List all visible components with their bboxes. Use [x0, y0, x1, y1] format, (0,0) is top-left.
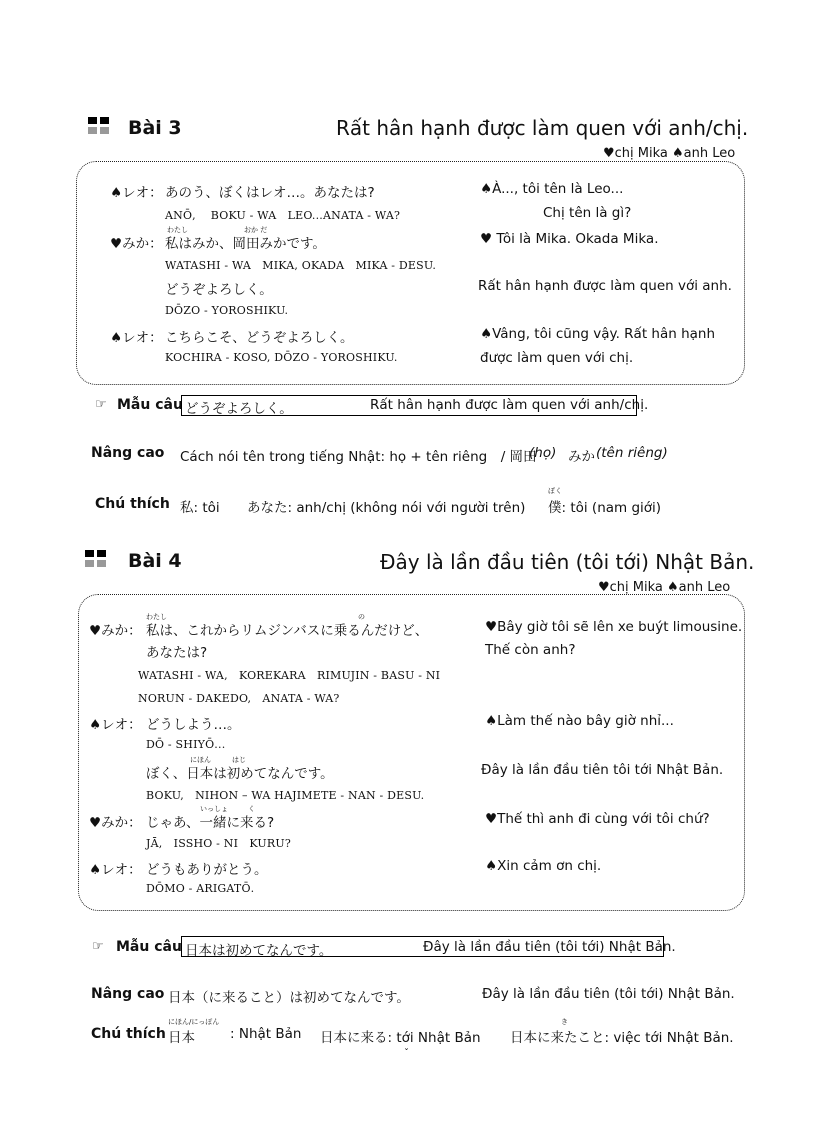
page-mark: ˇ: [404, 1048, 409, 1059]
advanced-label: Nâng cao: [91, 445, 165, 461]
japanese-line: こちらこそ、どうぞよろしく。: [165, 330, 354, 346]
romaji-line: DŌ - SHIYŌ...: [146, 738, 226, 751]
japanese-line: あのう、ぼくはレオ…。あなたは?: [165, 185, 375, 201]
romaji-line: ANŌ, BOKU - WA LEO...ANATA - WA?: [165, 209, 401, 222]
furigana: ぼく: [548, 487, 562, 495]
pointing-hand-icon: ☞: [95, 397, 107, 412]
note-item: : Nhật Bản: [230, 1026, 302, 1042]
vietnamese-line: ♥Bây giờ tôi sẽ lên xe buýt limousine.: [485, 619, 743, 635]
vietnamese-line: được làm quen với chị.: [480, 350, 634, 366]
pattern-label: Mẫu câu: [117, 397, 183, 413]
lesson-icon: [85, 550, 107, 568]
vietnamese-line: ♥ Tôi là Mika. Okada Mika.: [480, 231, 659, 247]
lesson-number: Bài 4: [128, 550, 182, 572]
notes-label: Chú thích: [95, 496, 170, 512]
japanese-line: どうもありがとう。: [146, 862, 268, 878]
vietnamese-line: Chị tên là gì?: [543, 205, 632, 221]
furigana: く: [248, 805, 255, 813]
advanced-mika: みか: [568, 449, 595, 465]
speaker: ♠レオ：: [89, 862, 142, 878]
romaji-line: WATASHI - WA MIKA, OKADA MIKA - DESU.: [165, 259, 437, 272]
japanese-line: どうぞよろしく。: [165, 282, 273, 298]
japanese-line: どうしよう…。: [146, 717, 241, 733]
note-item: 日本に来る: tới Nhật Bản: [320, 1030, 481, 1046]
note-item: 日本: [168, 1030, 195, 1046]
japanese-line: じゃあ、一緒に来る?: [146, 815, 275, 831]
vietnamese-line: Rất hân hạnh được làm quen với anh.: [478, 278, 732, 294]
pattern-japanese: 日本は初めてなんです。: [185, 943, 333, 959]
vietnamese-line: Đây là lần đầu tiên tôi tới Nhật Bản.: [481, 762, 724, 778]
advanced-japanese: 日本（に来ること）は初めてなんです。: [168, 990, 410, 1006]
note-item: 僕: tôi (nam giới): [548, 500, 662, 516]
lesson-number: Bài 3: [128, 117, 182, 139]
advanced-ho: (họ): [529, 445, 557, 461]
furigana: おか だ: [244, 226, 268, 234]
romaji-line: DŌZO - YOROSHIKU.: [165, 304, 289, 317]
romaji-line: KOCHIRA - KOSO, DŌZO - YOROSHIKU.: [165, 351, 398, 364]
characters-legend: ♥chị Mika ♠anh Leo: [603, 146, 736, 161]
pattern-vietnamese: Đây là lần đầu tiên (tôi tới) Nhật Bản.: [423, 939, 676, 955]
speaker: ♠レオ：: [110, 185, 163, 201]
note-item: 日本に来たこと: việc tới Nhật Bản.: [510, 1030, 734, 1046]
romaji-line: BOKU, NIHON – WA HAJIMETE - NAN - DESU.: [146, 789, 425, 802]
japanese-line: 私は、これからリムジンバスに乗るんだけど、: [146, 623, 429, 639]
furigana: わたし: [167, 226, 188, 234]
furigana: き: [561, 1018, 568, 1026]
speaker: ♠レオ：: [110, 330, 163, 346]
vietnamese-line: ♠Làm thế nào bây giờ nhỉ...: [485, 713, 674, 729]
japanese-line: あなたは?: [146, 645, 208, 661]
pattern-japanese: どうぞよろしく。: [185, 401, 293, 417]
vietnamese-line: ♠Vâng, tôi cũng vậy. Rất hân hạnh: [480, 326, 716, 342]
advanced-vietnamese: Đây là lần đầu tiên (tôi tới) Nhật Bản.: [482, 986, 735, 1002]
vietnamese-line: ♥Thế thì anh đi cùng với tôi chứ?: [485, 811, 710, 827]
advanced-rieng: (tên riêng): [596, 445, 668, 461]
characters-legend: ♥chị Mika ♠anh Leo: [598, 580, 731, 595]
note-item: あなた: anh/chị (không nói với người trên): [247, 500, 526, 516]
speaker: ♠レオ：: [89, 717, 142, 733]
notes-label: Chú thích: [91, 1026, 166, 1042]
vietnamese-line: ♠À..., tôi tên là Leo...: [480, 181, 624, 197]
japanese-line: 私はみか、岡田みかです。: [165, 236, 326, 252]
romaji-line: NORUN - DAKEDO, ANATA - WA?: [138, 692, 340, 705]
speaker: ♥みか：: [89, 623, 142, 639]
romaji-line: WATASHI - WA, KOREKARA RIMUJIN - BASU - NI: [138, 669, 441, 682]
furigana: の: [358, 613, 365, 621]
note-item: 私: tôi: [180, 500, 220, 516]
pointing-hand-icon: ☞: [92, 939, 104, 954]
pattern-label: Mẫu câu: [116, 939, 182, 955]
vietnamese-line: ♠Xin cảm ơn chị.: [485, 858, 602, 874]
lesson-icon: [88, 117, 110, 135]
furigana: わたし: [146, 613, 167, 621]
vietnamese-line: Thế còn anh?: [485, 642, 576, 658]
romaji-line: JĀ, ISSHO - NI KURU?: [146, 837, 291, 850]
lesson-title: Rất hân hạnh được làm quen với anh/chị.: [336, 116, 749, 140]
lesson-title: Đây là lần đầu tiên (tôi tới) Nhật Bản.: [380, 550, 755, 574]
romaji-line: DŌMO - ARIGATŌ.: [146, 882, 255, 895]
furigana: はじ: [232, 756, 246, 764]
advanced-text: Cách nói tên trong tiếng Nhật: họ + tên riêng / 岡田: [180, 449, 537, 465]
furigana: にほん/にっぽん: [168, 1018, 220, 1026]
japanese-line: ぼく、日本は初めてなんです。: [146, 766, 334, 782]
furigana: にほん: [190, 756, 211, 764]
advanced-label: Nâng cao: [91, 986, 165, 1002]
speaker: ♥みか：: [89, 815, 142, 831]
furigana: いっしょ: [200, 805, 228, 813]
pattern-vietnamese: Rất hân hạnh được làm quen với anh/chị.: [370, 397, 649, 413]
speaker: ♥みか：: [110, 236, 163, 252]
